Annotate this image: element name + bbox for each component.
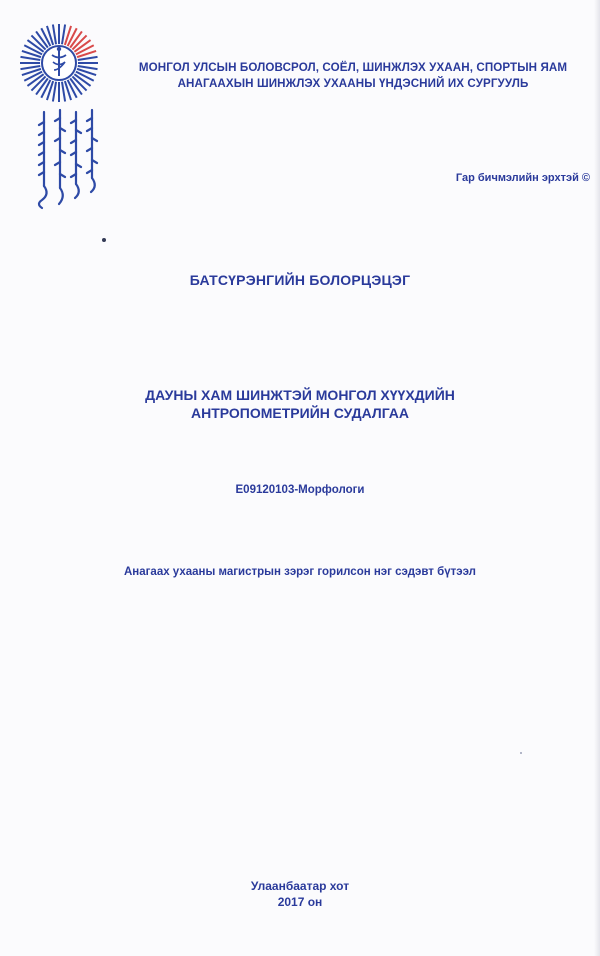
emblem-ray	[20, 66, 40, 69]
emblem-ray	[62, 24, 65, 44]
university-emblem-icon	[18, 22, 100, 104]
emblem-ray	[53, 82, 56, 102]
mongolian-script-emblem	[30, 108, 104, 212]
page-edge-shadow	[594, 0, 600, 956]
thesis-title-line: ДАУНЫ ХАМ ШИНЖТЭЙ МОНГОЛ ХҮҮХДИЙН	[145, 387, 455, 403]
thesis-title-line: АНТРОПОМЕТРИЙН СУДАЛГАА	[190, 405, 410, 421]
degree-statement: Анагаах ухааны магистрын зэрэг горилсон нэг сэдэвт бүтээл	[123, 566, 476, 578]
place: Улаанбаатар хот	[250, 879, 350, 893]
scan-speck	[520, 752, 522, 754]
thesis-title	[0, 386, 600, 422]
manuscript-rights-notice: Гар бичмэлийн эрхтэй ©	[455, 172, 590, 184]
institution-header	[112, 60, 594, 92]
emblem-ray	[20, 57, 40, 60]
specialty-code: E09120103-Морфологи	[235, 484, 365, 496]
emblem-ray	[62, 82, 65, 102]
ministry-name: МОНГОЛ УЛСЫН БОЛОВСРОЛ, СОЁЛ, ШИНЖЛЭХ УХААН, СПОРТЫН ЯАМ	[138, 61, 568, 74]
emblem-ray	[78, 57, 98, 60]
author-name: БАТСҮРЭНГИЙН БОЛОРЦЭЦЭГ	[189, 272, 411, 288]
year: 2017 он	[277, 895, 323, 909]
scan-speck	[102, 238, 106, 242]
emblem-ray	[53, 24, 56, 44]
university-name: АНАГААХЫН ШИНЖЛЭХ УХААНЫ ҮНДЭСНИЙ ИХ СУРГУУЛЬ	[177, 77, 529, 90]
place-and-year	[0, 878, 600, 910]
emblem-ray	[78, 66, 98, 69]
